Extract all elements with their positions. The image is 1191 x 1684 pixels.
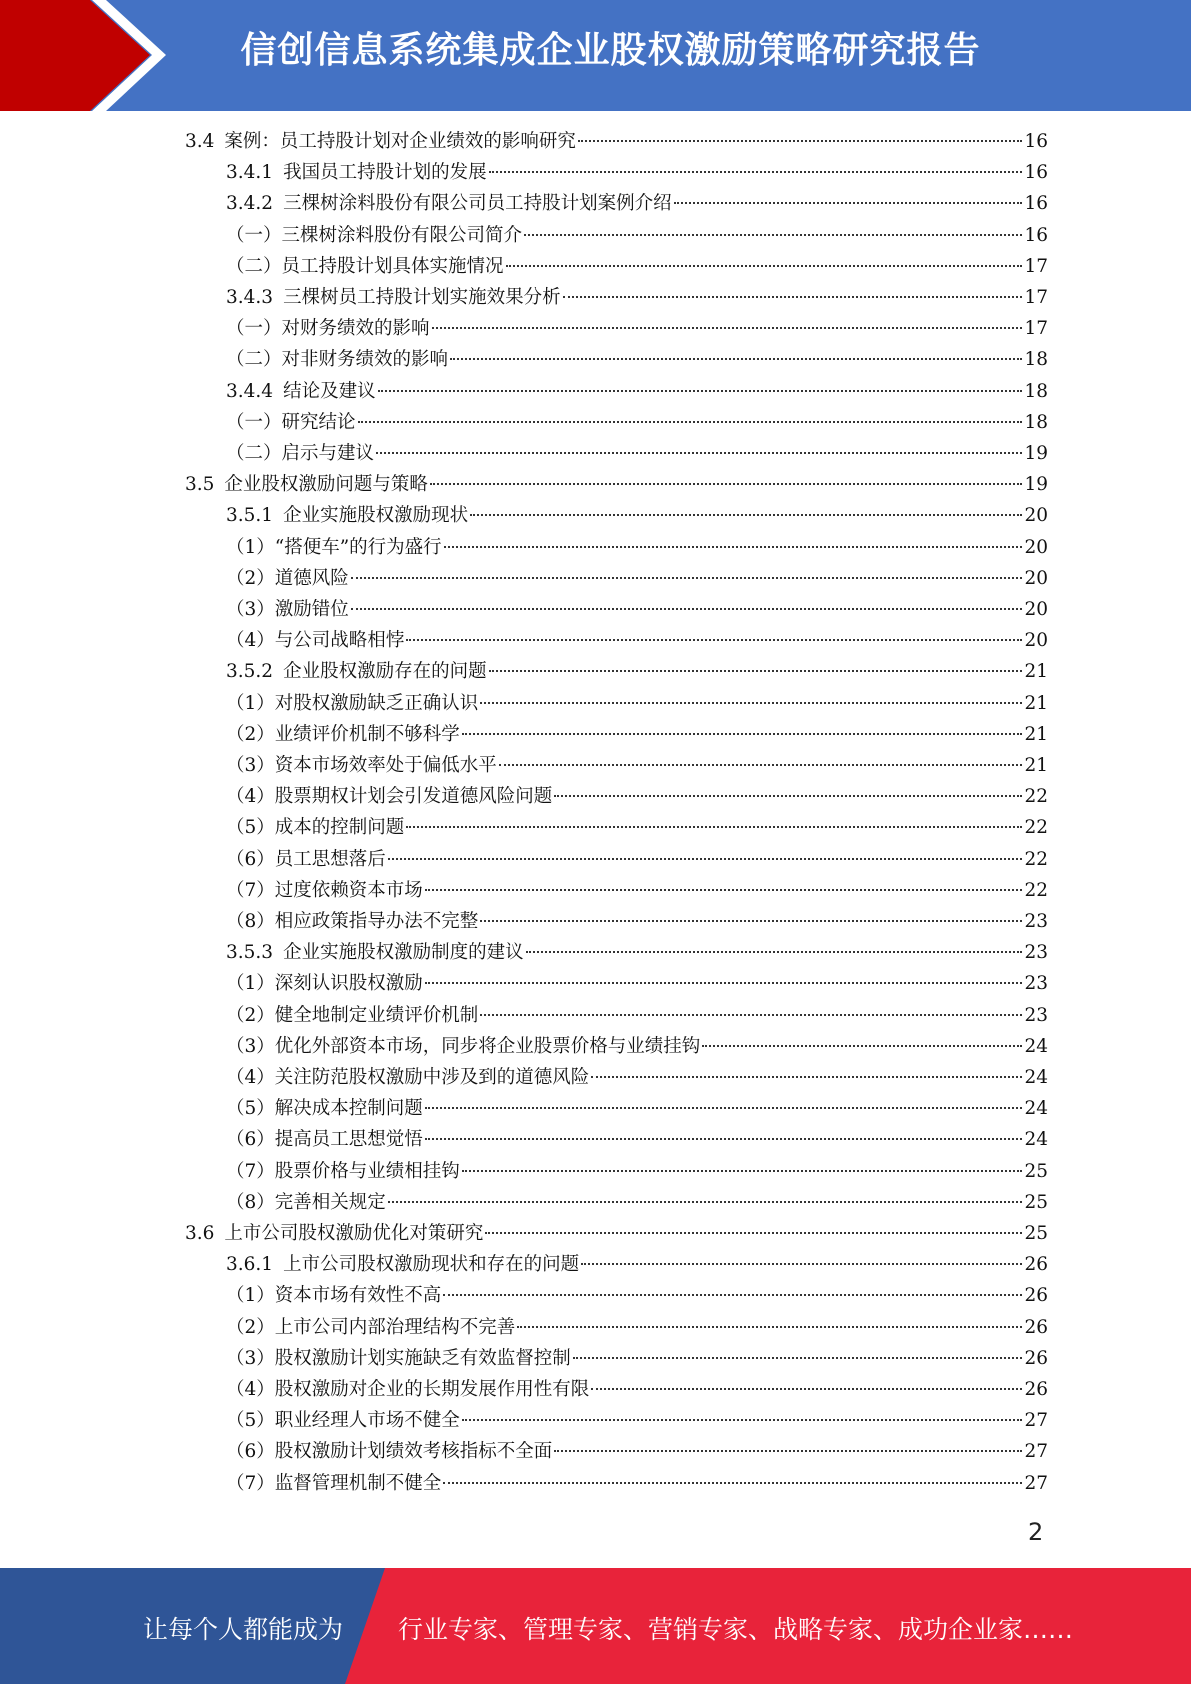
toc-entry[interactable] bbox=[226, 1157, 1048, 1188]
toc-entry-label: （4）关注防范股权激励中涉及到的道德风险 bbox=[226, 1067, 590, 1088]
toc-entry-page: 17 bbox=[1024, 287, 1048, 308]
toc-dot-leader bbox=[462, 733, 1023, 735]
toc-entry-label: 企业实施股权激励现状 bbox=[283, 505, 469, 527]
toc-entry-page: 23 bbox=[1024, 1004, 1048, 1026]
toc-entry[interactable] bbox=[226, 938, 1048, 969]
toc-entry[interactable] bbox=[226, 1313, 1048, 1344]
toc-entry-label: （2）道德风险 bbox=[226, 567, 349, 589]
toc-entry-title bbox=[226, 1406, 460, 1432]
toc-entry-label: 三棵树员工持股计划实施效果分析 bbox=[283, 287, 561, 308]
toc-entry-title bbox=[226, 1125, 423, 1151]
toc-entry[interactable] bbox=[226, 439, 1048, 470]
toc-entry-page: 22 bbox=[1024, 879, 1048, 901]
toc-entry-number: 3.4 bbox=[185, 131, 215, 152]
toc-entry-label: （7）股票价格与业绩相挂钩 bbox=[226, 1160, 460, 1182]
toc-dot-leader bbox=[554, 795, 1022, 797]
toc-entry-label: 三棵树涂料股份有限公司员工持股计划案例介绍 bbox=[283, 193, 672, 215]
toc-dot-leader bbox=[425, 982, 1023, 984]
toc-entry[interactable] bbox=[226, 751, 1048, 782]
toc-entry[interactable] bbox=[226, 876, 1048, 907]
toc-dot-leader bbox=[432, 327, 1023, 329]
toc-entry-title bbox=[226, 1469, 441, 1495]
toc-entry-page: 20 bbox=[1024, 599, 1048, 620]
toc-dot-leader bbox=[480, 1014, 1022, 1016]
toc-entry-label: （8）相应政策指导办法不完整 bbox=[226, 911, 479, 932]
toc-entry-page: 18 bbox=[1024, 380, 1048, 402]
toc-entry[interactable] bbox=[226, 377, 1048, 408]
toc-entry-title bbox=[226, 345, 448, 371]
toc-entry-title bbox=[226, 189, 672, 215]
toc-entry-title bbox=[226, 1063, 589, 1089]
toc-entry-page: 24 bbox=[1024, 1098, 1048, 1120]
toc-entry-title bbox=[226, 1250, 579, 1276]
toc-entry-label: （2）上市公司内部治理结构不完善 bbox=[226, 1316, 516, 1338]
toc-dot-leader bbox=[425, 1107, 1023, 1109]
toc-entry-page: 25 bbox=[1024, 1191, 1048, 1213]
toc-dot-leader bbox=[406, 639, 1022, 641]
toc-dot-leader bbox=[489, 670, 1023, 672]
toc-entry-title bbox=[226, 782, 552, 808]
toc-dot-leader bbox=[425, 1138, 1023, 1140]
toc-entry-label: （一）对财务绩效的影响 bbox=[226, 318, 430, 340]
toc-dot-leader bbox=[485, 1232, 1022, 1234]
toc-entry[interactable] bbox=[226, 1344, 1048, 1375]
toc-entry-page: 21 bbox=[1024, 755, 1048, 776]
toc-entry-title bbox=[226, 813, 404, 839]
toc-entry[interactable] bbox=[226, 1001, 1048, 1032]
toc-entry-number: 3.6 bbox=[185, 1223, 215, 1244]
toc-entry-number: 3.5.1 bbox=[226, 505, 274, 527]
toc-dot-leader bbox=[376, 452, 1022, 454]
toc-entry-title bbox=[226, 626, 404, 652]
toc-entry[interactable] bbox=[226, 252, 1048, 283]
toc-entry-page: 23 bbox=[1024, 942, 1048, 964]
toc-dot-leader bbox=[702, 1045, 1022, 1047]
toc-entry-label: 上市公司股权激励优化对策研究 bbox=[224, 1223, 484, 1244]
toc-entry-title bbox=[226, 1313, 515, 1339]
toc-entry-label: （6）股权激励计划绩效考核指标不全面 bbox=[226, 1441, 553, 1463]
toc-entry-title bbox=[226, 1437, 552, 1463]
toc-entry-label: （5）解决成本控制问题 bbox=[226, 1098, 423, 1120]
toc-entry-label: （二）对非财务绩效的影响 bbox=[226, 349, 449, 371]
toc-entry[interactable] bbox=[226, 158, 1048, 189]
toc-entry-number: 3.4.1 bbox=[226, 162, 274, 184]
toc-entry-page: 26 bbox=[1024, 1347, 1048, 1369]
toc-entry-page: 19 bbox=[1024, 474, 1048, 496]
toc-entry-title bbox=[226, 969, 423, 995]
toc-entry-title bbox=[226, 1032, 700, 1058]
toc-entry-page: 26 bbox=[1024, 1285, 1048, 1307]
toc-entry-page: 17 bbox=[1024, 318, 1048, 340]
toc-entry[interactable] bbox=[226, 1250, 1048, 1281]
toc-entry-page: 27 bbox=[1024, 1410, 1048, 1432]
toc-entry[interactable] bbox=[226, 907, 1048, 938]
toc-entry-label: （7）过度依赖资本市场 bbox=[226, 879, 423, 901]
toc-entry[interactable] bbox=[226, 657, 1048, 688]
toc-entry-title bbox=[226, 1188, 386, 1214]
toc-entry[interactable] bbox=[226, 1125, 1048, 1156]
toc-dot-leader bbox=[554, 1450, 1022, 1452]
toc-dot-leader bbox=[506, 265, 1023, 267]
toc-entry-label: （3）激励错位 bbox=[226, 599, 349, 620]
toc-entry-page: 25 bbox=[1024, 1223, 1048, 1244]
toc-dot-leader bbox=[388, 858, 1023, 860]
toc-entry-title bbox=[226, 1375, 589, 1401]
toc-entry-number: 3.6.1 bbox=[226, 1254, 274, 1276]
toc-dot-leader bbox=[443, 1482, 1022, 1484]
toc-entry[interactable] bbox=[226, 1094, 1048, 1125]
toc-entry-label: （7）监督管理机制不健全 bbox=[226, 1472, 442, 1494]
toc-entry-label: 结论及建议 bbox=[283, 380, 376, 402]
report-title: 信创信息系统集成企业股权激励策略研究报告 bbox=[240, 30, 981, 71]
toc-entry-label: （3）优化外部资本市场，同步将企业股票价格与业绩挂钩 bbox=[226, 1035, 701, 1057]
toc-entry-label: （1）“搭便车”的行为盛行 bbox=[226, 536, 442, 558]
toc-entry-label: （1）资本市场有效性不高 bbox=[226, 1285, 442, 1307]
toc-entry-page: 26 bbox=[1024, 1254, 1048, 1276]
toc-entry[interactable] bbox=[226, 189, 1048, 220]
toc-dot-leader bbox=[351, 608, 1023, 610]
toc-entry-number: 3.5 bbox=[185, 474, 215, 496]
toc-entry-page: 27 bbox=[1024, 1441, 1048, 1463]
toc-dot-leader bbox=[674, 202, 1023, 204]
toc-dot-leader bbox=[480, 920, 1022, 922]
toc-entry[interactable] bbox=[226, 533, 1048, 564]
toc-entry-label: （二）启示与建议 bbox=[226, 443, 375, 464]
toc-entry-number: 3.5.2 bbox=[226, 661, 274, 683]
toc-entry-title bbox=[226, 595, 349, 621]
toc-entry[interactable] bbox=[226, 1063, 1048, 1094]
toc-entry[interactable] bbox=[226, 1375, 1048, 1406]
toc-entry-number: 3.4.3 bbox=[226, 287, 274, 308]
toc-dot-leader bbox=[358, 421, 1023, 423]
toc-entry[interactable] bbox=[226, 813, 1048, 844]
toc-entry-label: （4）股权激励对企业的长期发展作用性有限 bbox=[226, 1379, 590, 1400]
toc-entry-title bbox=[226, 751, 497, 777]
toc-entry-label: （6）提高员工思想觉悟 bbox=[226, 1129, 423, 1151]
toc-entry-page: 23 bbox=[1024, 911, 1048, 932]
toc-entry-label: 企业股权激励问题与策略 bbox=[224, 474, 428, 496]
toc-entry-page: 17 bbox=[1024, 255, 1048, 277]
toc-entry-page: 21 bbox=[1024, 661, 1048, 683]
toc-entry[interactable] bbox=[226, 969, 1048, 1000]
toc-entry[interactable] bbox=[226, 720, 1048, 751]
toc-entry[interactable] bbox=[226, 1437, 1048, 1468]
toc-entry-page: 23 bbox=[1024, 973, 1048, 995]
toc-entry-page: 24 bbox=[1024, 1129, 1048, 1151]
toc-entry-page: 25 bbox=[1024, 1160, 1048, 1182]
toc-entry[interactable] bbox=[226, 689, 1048, 720]
toc-dot-leader bbox=[526, 951, 1023, 953]
page-footer bbox=[0, 1568, 1191, 1684]
toc-entry[interactable] bbox=[226, 782, 1048, 813]
toc-entry-title bbox=[226, 501, 468, 527]
toc-entry[interactable] bbox=[226, 408, 1048, 439]
toc-entry-title bbox=[226, 1281, 441, 1307]
toc-entry-page: 16 bbox=[1024, 193, 1048, 215]
toc-dot-leader bbox=[517, 1326, 1022, 1328]
page-header bbox=[0, 0, 1191, 111]
toc-entry-label: 上市公司股权激励现状和存在的问题 bbox=[283, 1254, 580, 1276]
toc-dot-leader bbox=[578, 140, 1023, 142]
toc-entry-label: （5）职业经理人市场不健全 bbox=[226, 1410, 460, 1432]
toc-entry[interactable] bbox=[226, 1281, 1048, 1312]
toc-entry-label: （2）业绩评价机制不够科学 bbox=[226, 723, 460, 745]
toc-entry[interactable] bbox=[226, 221, 1048, 252]
toc-entry-title bbox=[185, 470, 428, 496]
toc-entry[interactable] bbox=[185, 127, 1048, 158]
toc-entry-title bbox=[226, 377, 376, 403]
toc-entry-title bbox=[226, 533, 442, 559]
toc-entry-page: 18 bbox=[1024, 411, 1048, 433]
toc-dot-leader bbox=[444, 546, 1023, 548]
toc-entry-page: 27 bbox=[1024, 1472, 1048, 1494]
toc-entry-title bbox=[226, 657, 487, 683]
toc-entry-title bbox=[226, 408, 356, 434]
toc-dot-leader bbox=[499, 764, 1023, 766]
toc-entry-page: 20 bbox=[1024, 536, 1048, 558]
toc-entry-page: 16 bbox=[1024, 162, 1048, 184]
toc-entry[interactable] bbox=[226, 845, 1048, 876]
toc-dot-leader bbox=[563, 296, 1023, 298]
toc-entry-title bbox=[226, 252, 504, 278]
toc-entry-title bbox=[226, 845, 386, 871]
toc-dot-leader bbox=[489, 171, 1023, 173]
toc-entry-title bbox=[226, 938, 524, 964]
toc-entry[interactable] bbox=[226, 314, 1048, 345]
toc-entry-page: 22 bbox=[1024, 848, 1048, 870]
toc-entry-title bbox=[185, 127, 576, 153]
toc-entry-title bbox=[185, 1219, 483, 1245]
toc-entry[interactable] bbox=[226, 1469, 1048, 1500]
toc-dot-leader bbox=[430, 483, 1023, 485]
toc-entry-title bbox=[226, 564, 349, 590]
toc-entry-label: （二）员工持股计划具体实施情况 bbox=[226, 255, 504, 277]
toc-entry-title bbox=[226, 689, 478, 715]
toc-entry-label: （一）三棵树涂料股份有限公司简介 bbox=[226, 224, 523, 246]
toc-entry-title bbox=[226, 1094, 423, 1120]
toc-entry-label: （1）对股权激励缺乏正确认识 bbox=[226, 692, 479, 714]
toc-entry-title bbox=[226, 283, 561, 309]
toc-dot-leader bbox=[351, 577, 1023, 579]
toc-entry-label: （4）与公司战略相悖 bbox=[226, 630, 405, 652]
page-number: 2 bbox=[1028, 1518, 1044, 1546]
toc-entry-label: （一）研究结论 bbox=[226, 411, 356, 433]
toc-entry-title bbox=[226, 158, 487, 184]
toc-entry-label: （1）深刻认识股权激励 bbox=[226, 973, 423, 995]
toc-entry-label: （4）股票期权计划会引发道德风险问题 bbox=[226, 786, 553, 808]
toc-dot-leader bbox=[388, 1201, 1023, 1203]
toc-entry[interactable] bbox=[226, 564, 1048, 595]
toc-entry-label: （3）股权激励计划实施缺乏有效监督控制 bbox=[226, 1347, 571, 1369]
toc-entry-page: 24 bbox=[1024, 1067, 1048, 1088]
toc-dot-leader bbox=[581, 1263, 1022, 1265]
toc-dot-leader bbox=[425, 889, 1023, 891]
toc-entry[interactable] bbox=[185, 470, 1048, 501]
toc-entry-title bbox=[226, 439, 374, 465]
toc-entry-label: （6）员工思想落后 bbox=[226, 848, 386, 870]
toc-dot-leader bbox=[450, 358, 1022, 360]
toc-entry-number: 3.5.3 bbox=[226, 942, 274, 964]
toc-entry[interactable] bbox=[226, 501, 1048, 532]
toc-entry-page: 26 bbox=[1024, 1379, 1048, 1400]
toc-dot-leader bbox=[406, 826, 1022, 828]
toc-entry-number: 3.4.4 bbox=[226, 380, 274, 402]
toc-entry[interactable] bbox=[226, 1406, 1048, 1437]
toc-entry-label: 企业股权激励存在的问题 bbox=[283, 661, 487, 683]
toc-dot-leader bbox=[524, 234, 1022, 236]
toc-entry-page: 26 bbox=[1024, 1316, 1048, 1338]
toc-entry-page: 20 bbox=[1024, 567, 1048, 589]
toc-entry-page: 21 bbox=[1024, 692, 1048, 714]
toc-entry-label: 我国员工持股计划的发展 bbox=[283, 162, 487, 184]
toc-entry-page: 16 bbox=[1024, 131, 1048, 152]
toc-entry-label: （5）成本的控制问题 bbox=[226, 817, 405, 839]
toc-entry-page: 18 bbox=[1024, 349, 1048, 371]
toc-dot-leader bbox=[378, 390, 1023, 392]
toc-entry-label: 案例：员工持股计划对企业绩效的影响研究 bbox=[224, 131, 576, 152]
toc-entry[interactable] bbox=[226, 345, 1048, 376]
toc-entry[interactable] bbox=[226, 1032, 1048, 1063]
toc-entry-label: （2）健全地制定业绩评价机制 bbox=[226, 1004, 479, 1026]
toc-entry-number: 3.4.2 bbox=[226, 193, 274, 215]
toc-entry-title bbox=[226, 876, 423, 902]
footer-slogan-right: 行业专家、管理专家、营销专家、战略专家、成功企业家…… bbox=[398, 1615, 1074, 1644]
toc-dot-leader bbox=[591, 1076, 1022, 1078]
toc-entry[interactable] bbox=[226, 595, 1048, 626]
toc-entry[interactable] bbox=[226, 283, 1048, 314]
toc-entry[interactable] bbox=[226, 626, 1048, 657]
toc-dot-leader bbox=[591, 1388, 1022, 1390]
footer-slogan-left: 让每个人都能成为 bbox=[143, 1615, 344, 1644]
toc-entry-page: 19 bbox=[1024, 443, 1048, 464]
toc-dot-leader bbox=[573, 1357, 1023, 1359]
toc-dot-leader bbox=[480, 702, 1022, 704]
toc-entry-page: 21 bbox=[1024, 723, 1048, 745]
toc-dot-leader bbox=[470, 514, 1022, 516]
toc-entry-page: 24 bbox=[1024, 1035, 1048, 1057]
toc-entry-label: （8）完善相关规定 bbox=[226, 1191, 386, 1213]
toc-entry-title bbox=[226, 1001, 478, 1027]
toc-entry-title bbox=[226, 1157, 460, 1183]
toc-entry-title bbox=[226, 720, 460, 746]
toc-entry-page: 16 bbox=[1024, 224, 1048, 246]
toc-entry-label: 企业实施股权激励制度的建议 bbox=[283, 942, 524, 964]
toc-entry-page: 20 bbox=[1024, 505, 1048, 527]
toc-entry[interactable] bbox=[226, 1188, 1048, 1219]
toc-dot-leader bbox=[443, 1294, 1022, 1296]
toc-entry-title bbox=[226, 1344, 571, 1370]
toc-entry[interactable] bbox=[185, 1219, 1048, 1250]
toc-entry-title bbox=[226, 221, 522, 247]
toc-entry-title bbox=[226, 907, 478, 933]
toc-entry-page: 20 bbox=[1024, 630, 1048, 652]
toc-dot-leader bbox=[462, 1419, 1023, 1421]
toc-dot-leader bbox=[462, 1170, 1023, 1172]
toc-entry-page: 22 bbox=[1024, 817, 1048, 839]
toc-entry-label: （3）资本市场效率处于偏低水平 bbox=[226, 755, 497, 776]
toc-entry-page: 22 bbox=[1024, 786, 1048, 808]
toc-entry-title bbox=[226, 314, 430, 340]
